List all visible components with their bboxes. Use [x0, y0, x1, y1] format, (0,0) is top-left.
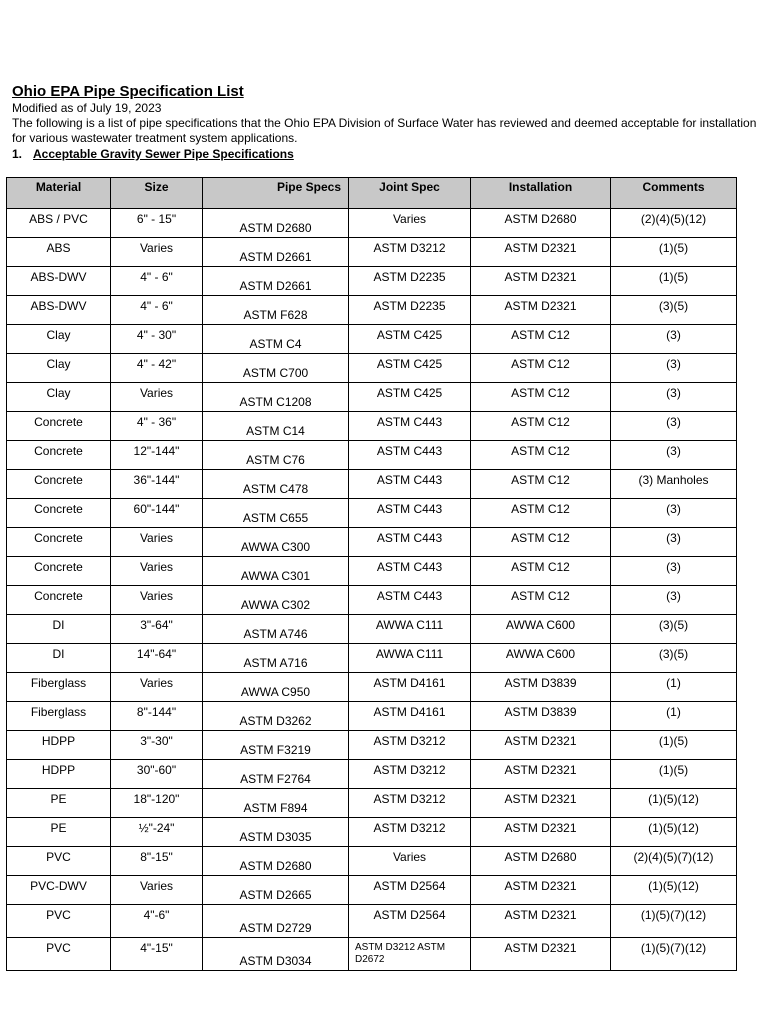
cell-size: 4"-15" — [111, 938, 203, 971]
cell-material: PVC — [7, 905, 111, 938]
cell-size: 30"-60" — [111, 760, 203, 789]
cell-material: Clay — [7, 325, 111, 354]
cell-installation: ASTM D3839 — [471, 673, 611, 702]
cell-material: ABS — [7, 238, 111, 267]
table-row — [7, 586, 737, 615]
cell-comments: (3) — [611, 383, 737, 412]
cell-material: DI — [7, 615, 111, 644]
cell-installation: ASTM D2321 — [471, 905, 611, 938]
cell-pipe-specs: ASTM C655 — [203, 499, 349, 528]
cell-joint-spec: Varies — [349, 209, 471, 238]
cell-size: 6" - 15" — [111, 209, 203, 238]
cell-installation: ASTM C12 — [471, 412, 611, 441]
header-joint-spec: Joint Spec — [349, 178, 471, 209]
cell-material: PE — [7, 818, 111, 847]
cell-joint-spec: ASTM D3212 — [349, 789, 471, 818]
cell-joint-spec: ASTM D4161 — [349, 702, 471, 731]
cell-joint-spec: ASTM C425 — [349, 325, 471, 354]
cell-size: Varies — [111, 383, 203, 412]
cell-installation: ASTM D2321 — [471, 238, 611, 267]
cell-installation: ASTM D3839 — [471, 702, 611, 731]
cell-comments: (3)(5) — [611, 615, 737, 644]
modified-date: Modified as of July 19, 2023 — [12, 101, 162, 115]
cell-installation: ASTM C12 — [471, 383, 611, 412]
cell-comments: (1)(5)(12) — [611, 876, 737, 905]
cell-joint-spec: ASTM C443 — [349, 470, 471, 499]
cell-size: 60"-144" — [111, 499, 203, 528]
cell-pipe-specs: ASTM C700 — [203, 354, 349, 383]
cell-comments: (1)(5)(12) — [611, 818, 737, 847]
table-row — [7, 818, 737, 847]
cell-joint-spec: ASTM C425 — [349, 383, 471, 412]
cell-material: Concrete — [7, 586, 111, 615]
table-header-row — [7, 178, 737, 209]
cell-material: Concrete — [7, 557, 111, 586]
cell-size: 18"-120" — [111, 789, 203, 818]
cell-installation: ASTM C12 — [471, 441, 611, 470]
cell-material: DI — [7, 644, 111, 673]
cell-installation: ASTM C12 — [471, 325, 611, 354]
table-row — [7, 296, 737, 325]
cell-comments: (3)(5) — [611, 296, 737, 325]
cell-comments: (3)(5) — [611, 644, 737, 673]
cell-installation: ASTM C12 — [471, 528, 611, 557]
cell-pipe-specs: AWWA C301 — [203, 557, 349, 586]
cell-joint-spec: ASTM D2235 — [349, 267, 471, 296]
cell-material: Fiberglass — [7, 673, 111, 702]
cell-pipe-specs: ASTM D3262 — [203, 702, 349, 731]
cell-joint-spec: ASTM C425 — [349, 354, 471, 383]
cell-size: 4" - 6" — [111, 267, 203, 296]
table-row — [7, 238, 737, 267]
cell-pipe-specs: ASTM D2665 — [203, 876, 349, 905]
cell-pipe-specs: ASTM A716 — [203, 644, 349, 673]
cell-pipe-specs: ASTM D2661 — [203, 238, 349, 267]
cell-size: 3"-64" — [111, 615, 203, 644]
cell-installation: ASTM D2680 — [471, 209, 611, 238]
cell-pipe-specs: ASTM F628 — [203, 296, 349, 325]
cell-comments: (1)(5) — [611, 731, 737, 760]
intro-paragraph: The following is a list of pipe specifications that the Ohio EPA Division of Surface Water has reviewed and deemed acceptable for installation for various wastewater treatment system applications. — [12, 116, 757, 145]
cell-installation: ASTM D2321 — [471, 296, 611, 325]
cell-material: PVC — [7, 938, 111, 971]
cell-pipe-specs: ASTM D3035 — [203, 818, 349, 847]
cell-installation: ASTM C12 — [471, 470, 611, 499]
cell-installation: ASTM C12 — [471, 586, 611, 615]
cell-size: Varies — [111, 876, 203, 905]
cell-material: ABS-DWV — [7, 267, 111, 296]
cell-material: Concrete — [7, 499, 111, 528]
cell-joint-spec: ASTM D2564 — [349, 905, 471, 938]
cell-comments: (1)(5) — [611, 760, 737, 789]
cell-size: Varies — [111, 673, 203, 702]
cell-comments: (3) — [611, 325, 737, 354]
table-row — [7, 209, 737, 238]
cell-pipe-specs: ASTM C76 — [203, 441, 349, 470]
cell-installation: ASTM D2321 — [471, 818, 611, 847]
cell-joint-spec: Varies — [349, 847, 471, 876]
header-comments: Comments — [611, 178, 737, 209]
cell-size: 8"-15" — [111, 847, 203, 876]
cell-joint-spec: AWWA C111 — [349, 644, 471, 673]
cell-comments: (1)(5) — [611, 238, 737, 267]
table-row — [7, 876, 737, 905]
cell-comments: (3) — [611, 441, 737, 470]
table-row — [7, 673, 737, 702]
cell-material: Fiberglass — [7, 702, 111, 731]
table-row — [7, 470, 737, 499]
cell-comments: (1)(5) — [611, 267, 737, 296]
cell-joint-spec: ASTM D3212 ASTM D2672 — [349, 938, 471, 971]
cell-joint-spec: ASTM C443 — [349, 412, 471, 441]
table-row — [7, 354, 737, 383]
cell-size: 4" - 42" — [111, 354, 203, 383]
cell-joint-spec: ASTM C443 — [349, 499, 471, 528]
cell-pipe-specs: ASTM C4 — [203, 325, 349, 354]
cell-material: PVC — [7, 847, 111, 876]
cell-comments: (3) — [611, 586, 737, 615]
cell-size: Varies — [111, 586, 203, 615]
cell-pipe-specs: ASTM D3034 — [203, 938, 349, 971]
table-row — [7, 702, 737, 731]
table-row — [7, 847, 737, 876]
cell-size: 4" - 36" — [111, 412, 203, 441]
table-row — [7, 528, 737, 557]
cell-installation: ASTM D2321 — [471, 267, 611, 296]
cell-pipe-specs: ASTM F3219 — [203, 731, 349, 760]
cell-comments: (3) — [611, 557, 737, 586]
cell-size: 4" - 6" — [111, 296, 203, 325]
cell-installation: ASTM D2321 — [471, 876, 611, 905]
table-row — [7, 412, 737, 441]
cell-pipe-specs: ASTM C1208 — [203, 383, 349, 412]
cell-size: 8"-144" — [111, 702, 203, 731]
cell-installation: ASTM D2321 — [471, 938, 611, 971]
table-row — [7, 557, 737, 586]
cell-joint-spec: ASTM D3212 — [349, 760, 471, 789]
cell-joint-spec: ASTM C443 — [349, 528, 471, 557]
cell-size: Varies — [111, 528, 203, 557]
table-row — [7, 267, 737, 296]
cell-installation: ASTM D2321 — [471, 760, 611, 789]
cell-size: 4" - 30" — [111, 325, 203, 354]
cell-installation: ASTM D2321 — [471, 731, 611, 760]
table-row — [7, 499, 737, 528]
cell-comments: (1) — [611, 673, 737, 702]
cell-pipe-specs: AWWA C950 — [203, 673, 349, 702]
cell-size: 36"-144" — [111, 470, 203, 499]
section-heading — [12, 147, 294, 162]
table-row — [7, 731, 737, 760]
cell-pipe-specs: ASTM C14 — [203, 412, 349, 441]
cell-installation: ASTM C12 — [471, 557, 611, 586]
cell-pipe-specs: AWWA C300 — [203, 528, 349, 557]
cell-joint-spec: ASTM D3212 — [349, 238, 471, 267]
table-row — [7, 644, 737, 673]
cell-size: Varies — [111, 557, 203, 586]
cell-joint-spec: ASTM D2564 — [349, 876, 471, 905]
table-row — [7, 441, 737, 470]
cell-comments: (2)(4)(5)(12) — [611, 209, 737, 238]
table-row — [7, 789, 737, 818]
cell-comments: (3) — [611, 528, 737, 557]
cell-joint-spec: ASTM C443 — [349, 441, 471, 470]
cell-size: 3"-30" — [111, 731, 203, 760]
cell-material: PE — [7, 789, 111, 818]
cell-material: Concrete — [7, 528, 111, 557]
cell-installation: ASTM D2680 — [471, 847, 611, 876]
cell-comments: (1) — [611, 702, 737, 731]
cell-joint-spec: AWWA C111 — [349, 615, 471, 644]
cell-pipe-specs: AWWA C302 — [203, 586, 349, 615]
cell-joint-spec: ASTM D3212 — [349, 731, 471, 760]
header-installation: Installation — [471, 178, 611, 209]
cell-joint-spec: ASTM D4161 — [349, 673, 471, 702]
cell-material: Concrete — [7, 441, 111, 470]
section-title: Acceptable Gravity Sewer Pipe Specifications — [33, 147, 294, 161]
cell-comments: (3) — [611, 499, 737, 528]
cell-size: Varies — [111, 238, 203, 267]
cell-installation: ASTM C12 — [471, 354, 611, 383]
cell-material: PVC-DWV — [7, 876, 111, 905]
cell-joint-spec: ASTM D2235 — [349, 296, 471, 325]
table-row — [7, 615, 737, 644]
header-size: Size — [111, 178, 203, 209]
cell-joint-spec: ASTM D3212 — [349, 818, 471, 847]
cell-comments: (2)(4)(5)(7)(12) — [611, 847, 737, 876]
cell-comments: (1)(5)(7)(12) — [611, 938, 737, 971]
cell-pipe-specs: ASTM D2729 — [203, 905, 349, 938]
header-pipe-specs: Pipe Specs — [203, 178, 349, 209]
cell-material: Concrete — [7, 470, 111, 499]
cell-comments: (3) — [611, 354, 737, 383]
table-row — [7, 905, 737, 938]
cell-material: ABS-DWV — [7, 296, 111, 325]
pipe-spec-table — [6, 177, 737, 971]
cell-installation: ASTM C12 — [471, 499, 611, 528]
cell-size: 14"-64" — [111, 644, 203, 673]
cell-comments: (1)(5)(12) — [611, 789, 737, 818]
document-title: Ohio EPA Pipe Specification List — [12, 83, 244, 100]
cell-material: Clay — [7, 354, 111, 383]
cell-material: Concrete — [7, 412, 111, 441]
cell-size: 4"-6" — [111, 905, 203, 938]
cell-comments: (3) Manholes — [611, 470, 737, 499]
table-row — [7, 938, 737, 971]
cell-comments: (3) — [611, 412, 737, 441]
cell-comments: (1)(5)(7)(12) — [611, 905, 737, 938]
cell-joint-spec: ASTM C443 — [349, 557, 471, 586]
cell-size: 12"-144" — [111, 441, 203, 470]
cell-pipe-specs: ASTM A746 — [203, 615, 349, 644]
cell-installation: AWWA C600 — [471, 615, 611, 644]
cell-pipe-specs: ASTM D2680 — [203, 209, 349, 238]
cell-pipe-specs: ASTM F2764 — [203, 760, 349, 789]
cell-pipe-specs: ASTM D2661 — [203, 267, 349, 296]
cell-joint-spec: ASTM C443 — [349, 586, 471, 615]
header-material: Material — [7, 178, 111, 209]
cell-installation: AWWA C600 — [471, 644, 611, 673]
table-row — [7, 325, 737, 354]
cell-pipe-specs: ASTM D2680 — [203, 847, 349, 876]
section-number: 1. — [12, 147, 23, 161]
cell-material: HDPP — [7, 760, 111, 789]
cell-material: HDPP — [7, 731, 111, 760]
table-row — [7, 760, 737, 789]
cell-pipe-specs: ASTM F894 — [203, 789, 349, 818]
cell-installation: ASTM D2321 — [471, 789, 611, 818]
cell-material: ABS / PVC — [7, 209, 111, 238]
cell-size: ½"-24" — [111, 818, 203, 847]
table-row — [7, 383, 737, 412]
cell-pipe-specs: ASTM C478 — [203, 470, 349, 499]
cell-material: Clay — [7, 383, 111, 412]
table-body — [7, 209, 737, 971]
